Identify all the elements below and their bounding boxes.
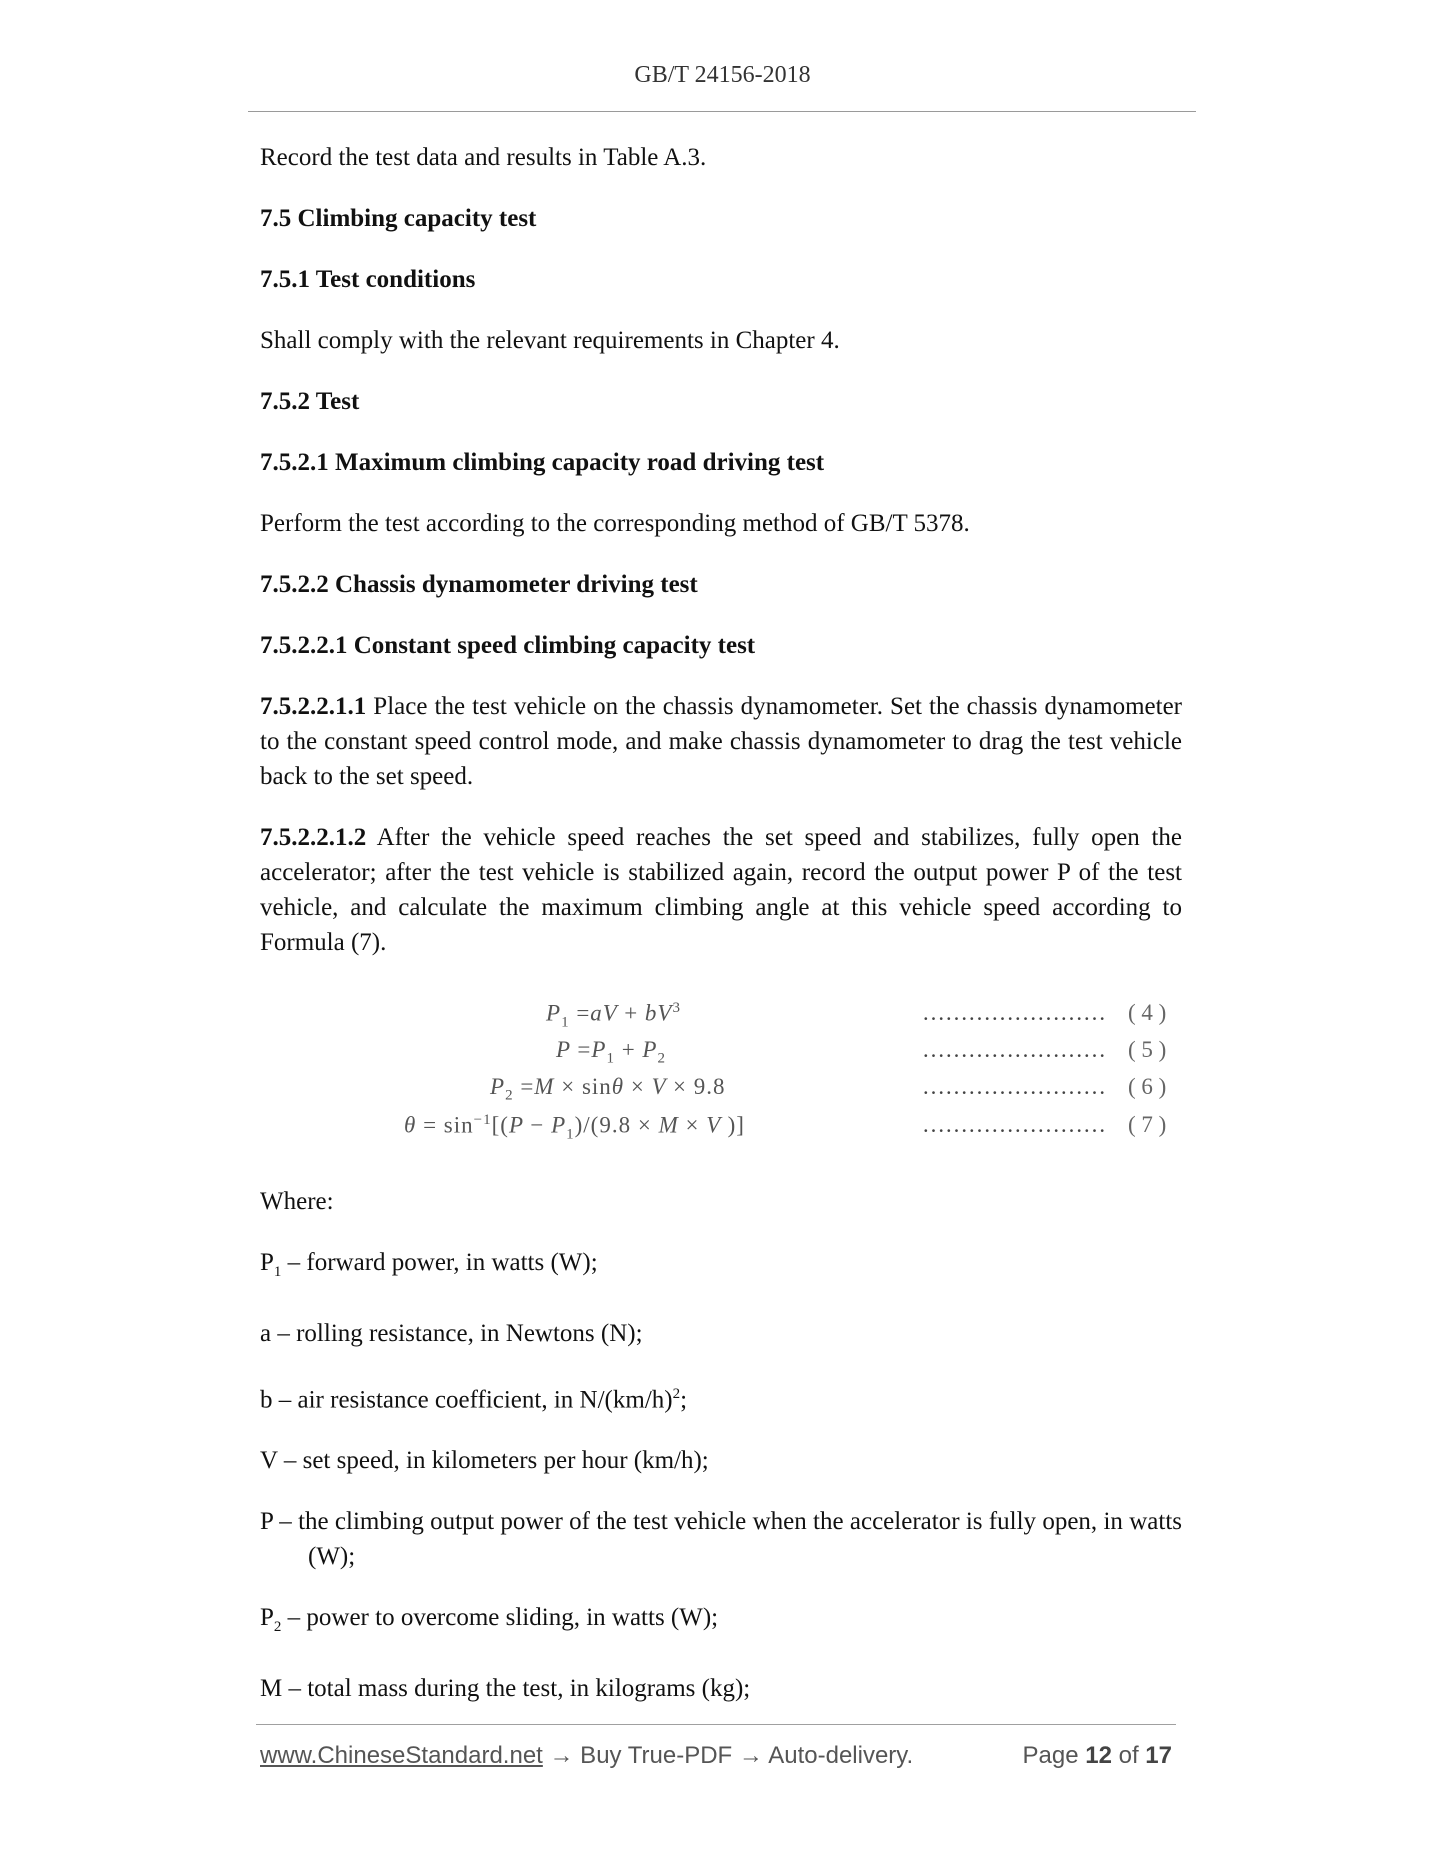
site-link[interactable]: www.ChineseStandard.net xyxy=(260,1742,543,1769)
page-current: 12 xyxy=(1085,1742,1112,1769)
formula-number: ( 6 ) xyxy=(1128,1074,1167,1099)
heading-7-5-1: 7.5.1 Test conditions xyxy=(260,266,476,293)
formula-row-6 xyxy=(260,1074,1182,1110)
formula-6: $P_2 =M \times \sin\theta \times V \times 9.8$ xyxy=(490,1074,726,1104)
definition-v: V – set speed, in kilometers per hour (km/h); xyxy=(260,1447,709,1475)
clause-text: Place the test vehicle on the chassis dynamometer. Set the chassis dynamometer to the constant speed control mode, and make chassis dynamometer to drag the test vehicle back to the set speed. xyxy=(260,693,1182,790)
where-label: Where: xyxy=(260,1188,334,1215)
formula-number: ( 7 ) xyxy=(1128,1112,1167,1137)
formula-4: $P_1 =aV + bV^3$ xyxy=(546,1000,681,1031)
footer-promo xyxy=(260,1742,913,1770)
formula-leader: …………………… xyxy=(922,1112,1106,1137)
page-footer xyxy=(260,1742,1180,1776)
heading-7-5-2: 7.5.2 Test xyxy=(260,388,360,415)
clause-7-5-2-2-1-1 xyxy=(260,689,1182,794)
promo-text: → Buy True-PDF → Auto-delivery. xyxy=(542,1742,914,1769)
page-header: GB/T 24156-2018 xyxy=(634,62,811,88)
definition-p1: $P_1$ – forward power, in watts (W); xyxy=(260,1249,598,1280)
definition-a: a – rolling resistance, in Newtons (N); xyxy=(260,1320,643,1347)
formula-row-7 xyxy=(260,1112,1182,1148)
clause-7-5-2-2-1-2 xyxy=(260,820,1182,960)
conditions-paragraph: Shall comply with the relevant requirements in Chapter 4. xyxy=(260,327,840,354)
formula-row-4 xyxy=(260,1000,1182,1036)
definition-b: b – air resistance coefficient, in $N/(km/h)^2$; xyxy=(260,1386,688,1414)
definition-p2: $P_2$ – power to overcome sliding, in watts (W); xyxy=(260,1604,719,1636)
formula-row-5 xyxy=(260,1037,1182,1073)
page-indicator xyxy=(1023,1742,1173,1770)
footer-divider xyxy=(256,1724,1176,1725)
formula-leader: …………………… xyxy=(922,1074,1106,1099)
header-divider xyxy=(248,111,1196,112)
heading-7-5: 7.5 Climbing capacity test xyxy=(260,205,537,232)
clause-number: 7.5.2.2.1.1 xyxy=(260,693,367,720)
page-of: of xyxy=(1118,1742,1139,1769)
clause-number: 7.5.2.2.1.2 xyxy=(260,824,367,851)
heading-7-5-2-2-1: 7.5.2.2.1 Constant speed climbing capacity test xyxy=(260,632,756,659)
definition-p: P – the climbing output power of the test vehicle when the accelerator is fully open, in watts (W); xyxy=(260,1508,1182,1571)
document-body xyxy=(260,140,1182,986)
road-test-paragraph: Perform the test according to the corresponding method of GB/T 5378. xyxy=(260,510,970,537)
formula-7: $\theta = \sin^{-1}[(P - P_1)/(9.8 \times M \times V$ )] xyxy=(404,1112,745,1143)
page-label: Page xyxy=(1022,1742,1079,1769)
formula-number: ( 5 ) xyxy=(1128,1037,1167,1062)
formula-block xyxy=(260,1000,1182,1150)
page-total: 17 xyxy=(1145,1742,1172,1769)
formula-leader: …………………… xyxy=(922,1037,1106,1062)
heading-7-5-2-1: 7.5.2.1 Maximum climbing capacity road driving test xyxy=(260,449,825,476)
formula-5: $P =P_1 + P_2$ xyxy=(556,1037,666,1067)
formula-number: ( 4 ) xyxy=(1128,1000,1167,1025)
heading-7-5-2-2: 7.5.2.2 Chassis dynamometer driving test xyxy=(260,571,698,598)
record-paragraph: Record the test data and results in Table A.3. xyxy=(260,144,707,171)
definitions-list xyxy=(260,1184,1182,1732)
clause-text: After the vehicle speed reaches the set speed and stabilizes, fully open the accelerator; after the test vehicle is stabilized again, record the output power P of the test vehicle, and calculate the maximum climbing angle at this vehicle speed according to Formula (7). xyxy=(260,824,1182,956)
definition-m: M – total mass during the test, in kilograms (kg); xyxy=(260,1675,751,1703)
formula-leader: …………………… xyxy=(922,1000,1106,1025)
